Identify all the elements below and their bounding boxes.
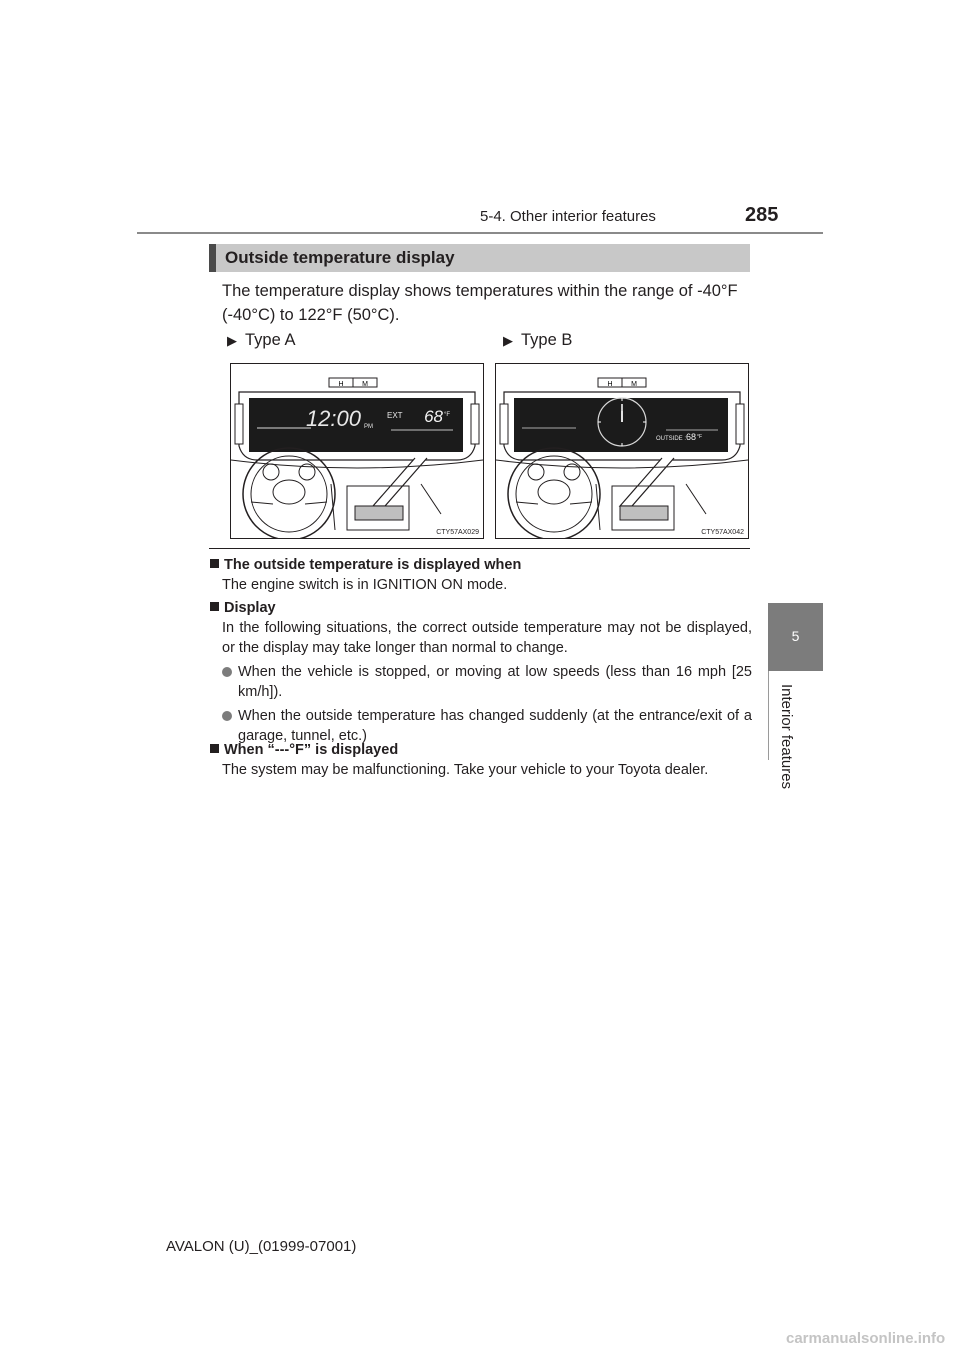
round-bullet-icon — [222, 711, 232, 721]
figure-code: CTY57AX029 — [436, 529, 479, 536]
temp-unit: °F — [444, 412, 451, 418]
figure-type-b — [495, 363, 749, 539]
note-dashes-displayed — [210, 740, 752, 780]
type-a-text: Type A — [245, 331, 296, 349]
note-displayed-when — [210, 555, 752, 595]
outside-label: OUTSIDE : — [656, 436, 687, 442]
dashboard-illustration-a — [231, 364, 483, 538]
temp-readout: 68 — [685, 432, 696, 442]
watermark: carmanualsonline.info — [786, 1330, 946, 1347]
note-text: The system may be malfunctioning. Take your vehicle to your Toyota dealer. — [222, 762, 709, 778]
type-a-label — [227, 331, 295, 350]
temp-unit: °F — [697, 434, 703, 440]
clock-readout: 12:00 — [305, 406, 361, 431]
switch-m-text: M — [631, 381, 637, 388]
dashboard-illustration-b — [496, 364, 748, 538]
triangle-right-icon: ▶ — [227, 333, 237, 348]
note-heading-text: The outside temperature is displayed when — [224, 557, 522, 573]
list-item-text: When the outside temperature has changed suddenly (at the entrance/exit of a garage, tunnel, etc.) — [238, 708, 752, 744]
section-title: Outside temperature display — [225, 248, 455, 267]
intro-text: The temperature display shows temperatures within the range of -40°F (-40°C) to 122°F (50°C). — [222, 282, 738, 324]
note-heading — [210, 598, 752, 618]
type-b-label — [503, 331, 572, 350]
switch-m-text: M — [362, 381, 368, 388]
note-heading — [210, 740, 752, 760]
footer-model-code: AVALON (U)_(01999-07001) — [166, 1238, 357, 1255]
switch-h-text: H — [338, 381, 344, 388]
figure-type-a — [230, 363, 484, 539]
square-bullet-icon — [210, 559, 219, 568]
square-bullet-icon — [210, 602, 219, 611]
note-display — [210, 598, 752, 746]
figure-bottom-rule — [209, 548, 750, 549]
page-number: 285 — [745, 204, 779, 226]
switch-h-text: H — [607, 381, 613, 388]
note-heading-text: Display — [224, 600, 276, 616]
triangle-right-icon: ▶ — [503, 333, 513, 348]
ampm-readout: PM — [364, 424, 373, 430]
note-text: The engine switch is in IGNITION ON mode. — [222, 577, 508, 593]
ext-label: EXT — [387, 411, 403, 420]
note-heading — [210, 555, 752, 575]
chapter-tab-number: 5 — [791, 628, 800, 644]
header-rule — [137, 232, 823, 234]
figure-code: CTY57AX042 — [701, 529, 744, 536]
chapter-tab-label: Interior features — [778, 684, 795, 790]
list-item-text: When the vehicle is stopped, or moving at low speeds (less than 16 mph [25 km/h]). — [238, 664, 752, 700]
header-section: 5-4. Other interior features — [480, 208, 656, 225]
note-text: In the following situations, the correct outside temperature may not be displayed, or the display may take longer than normal to change. — [222, 620, 752, 656]
list-item — [210, 662, 752, 702]
type-b-text: Type B — [521, 331, 573, 349]
square-bullet-icon — [210, 744, 219, 753]
temp-readout: 68 — [424, 407, 443, 426]
round-bullet-icon — [222, 667, 232, 677]
note-heading-text: When “---°F” is displayed — [224, 742, 399, 758]
